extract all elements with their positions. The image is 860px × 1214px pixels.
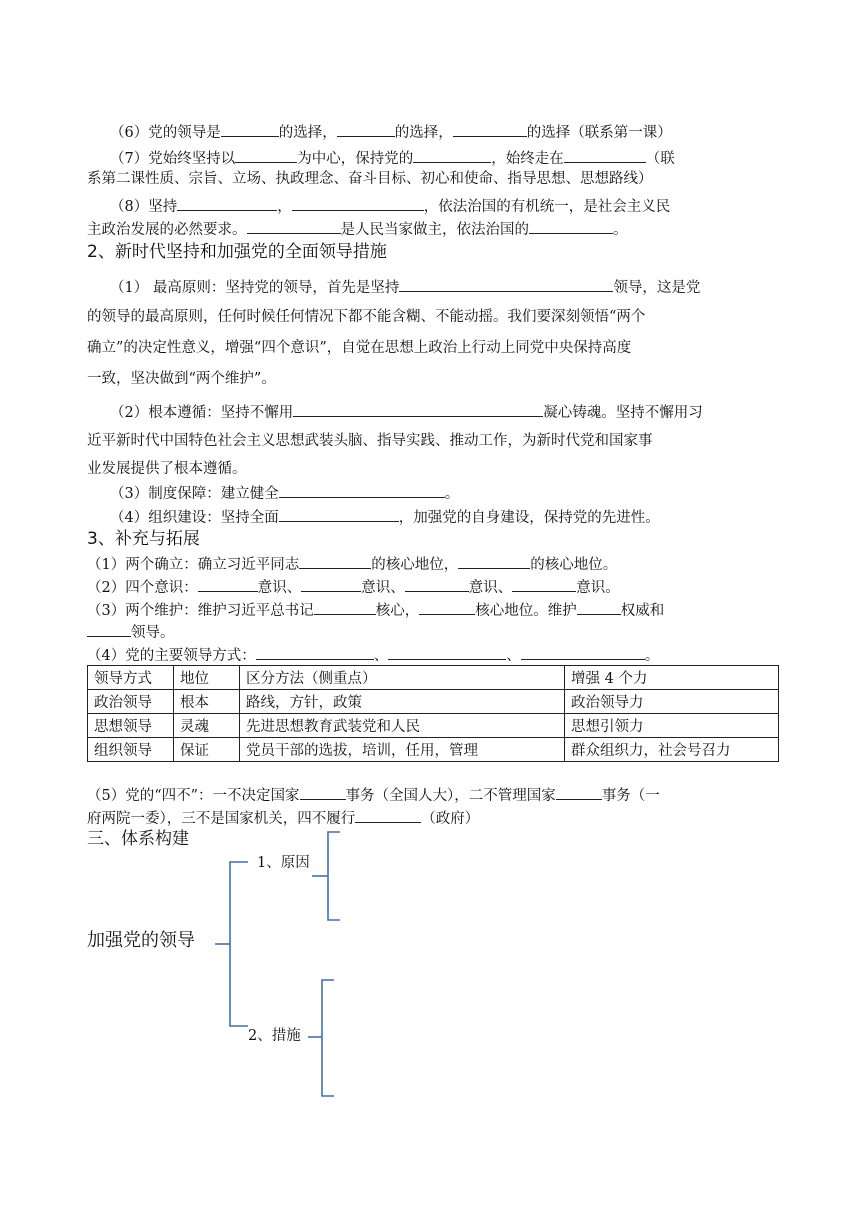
table-cell: 根本	[174, 690, 240, 714]
mind-map-root: 加强党的领导	[87, 930, 195, 951]
item-4: （4）党的主要领导方式： 、 、 。	[87, 645, 659, 665]
item-3b: 领导。	[87, 622, 175, 642]
line-7a: （7）党始终坚持以 为中心，保持党的 ，始终走在 （联	[110, 148, 675, 168]
table-header-cell: 增强 4 个力	[565, 666, 779, 690]
table-cell: 思想领导	[88, 714, 174, 738]
table-cell: 政治领导	[88, 690, 174, 714]
table-cell: 思想引领力	[565, 714, 779, 738]
item-5a: （5）党的“四不”：一不决定国家 事务（全国人大），二不管理国家 事务（一	[87, 785, 660, 805]
table-cell: 组织领导	[88, 738, 174, 762]
section-heading-2: 2、新时代坚持和加强党的全面领导措施	[87, 242, 387, 262]
main-bracket	[230, 862, 248, 1026]
table-cell: 政治领导力	[565, 690, 779, 714]
section-heading-3: 3、补充与拓展	[87, 529, 200, 549]
table-cell: 党员干部的选拔，培训，任用，管理	[240, 738, 565, 762]
para-4: （4）组织建设：坚持全面 ，加强党的自身建设，保持党的先进性。	[110, 507, 660, 527]
cause-bracket	[328, 832, 340, 920]
item-3a: （3）两个维护：维护习近平总书记 核心， 核心地位。维护 权威和	[87, 600, 664, 620]
mind-map-branch-cause: 1、原因	[257, 855, 310, 871]
section-heading-system: 三、体系构建	[87, 829, 189, 849]
table-header-cell: 领导方式	[88, 666, 174, 690]
para-2b: 近平新时代中国特色社会主义思想武装头脑、指导实践、推动工作，为新时代党和国家事	[87, 433, 653, 449]
mind-map-branch-measures: 2、措施	[248, 1028, 301, 1044]
para-3: （3）制度保障：建立健全 。	[110, 483, 459, 503]
line-8b: 主政治发展的必然要求。 是人民当家做主，依法治国的 。	[87, 219, 628, 239]
item-5b: 府两院一委），三不是国家机关，四不履行 （政府）	[87, 808, 479, 828]
para-2a: （2）根本遵循：坚持不懈用 凝心铸魂。坚持不懈用习	[110, 402, 703, 422]
para-1a: （1） 最高原则：坚持党的领导，首先是坚持 领导，这是党	[110, 277, 700, 297]
table-cell: 先进思想教育武装党和人民	[240, 714, 565, 738]
para-1c: 确立”的决定性意义，增强“四个意识”，自觉在思想上政治上行动上同党中央保持高度	[87, 340, 632, 356]
line-8a: （8）坚持 ， ，依法治国的有机统一，是社会主义民	[110, 196, 670, 216]
table-cell: 保证	[174, 738, 240, 762]
table-cell: 路线，方针，政策	[240, 690, 565, 714]
table-cell: 群众组织力，社会号召力	[565, 738, 779, 762]
para-1d: 一致，坚决做到“两个维护”。	[87, 371, 276, 387]
item-2: （2）四个意识： 意识、 意识、 意识、 意识。	[87, 577, 620, 597]
para-1b: 的领导的最高原则，任何时候任何情况下都不能含糊、不能动摇。我们要深刻领悟“两个	[87, 309, 646, 325]
table-header-cell: 区分方法（侧重点）	[240, 666, 565, 690]
para-2c: 业发展提供了根本遵循。	[87, 461, 247, 477]
item-1: （1）两个确立：确立习近平同志 的核心地位， 的核心地位。	[87, 554, 617, 574]
table-cell: 灵魂	[174, 714, 240, 738]
line-7b: 系第二课性质、宗旨、立场、执政理念、奋斗目标、初心和使命、指导思想、思想路线）	[87, 171, 653, 187]
line-6: （6）党的领导是 的选择， 的选择， 的选择（联系第一课）	[110, 122, 672, 142]
table-header-cell: 地位	[174, 666, 240, 690]
measure-bracket	[322, 980, 334, 1096]
